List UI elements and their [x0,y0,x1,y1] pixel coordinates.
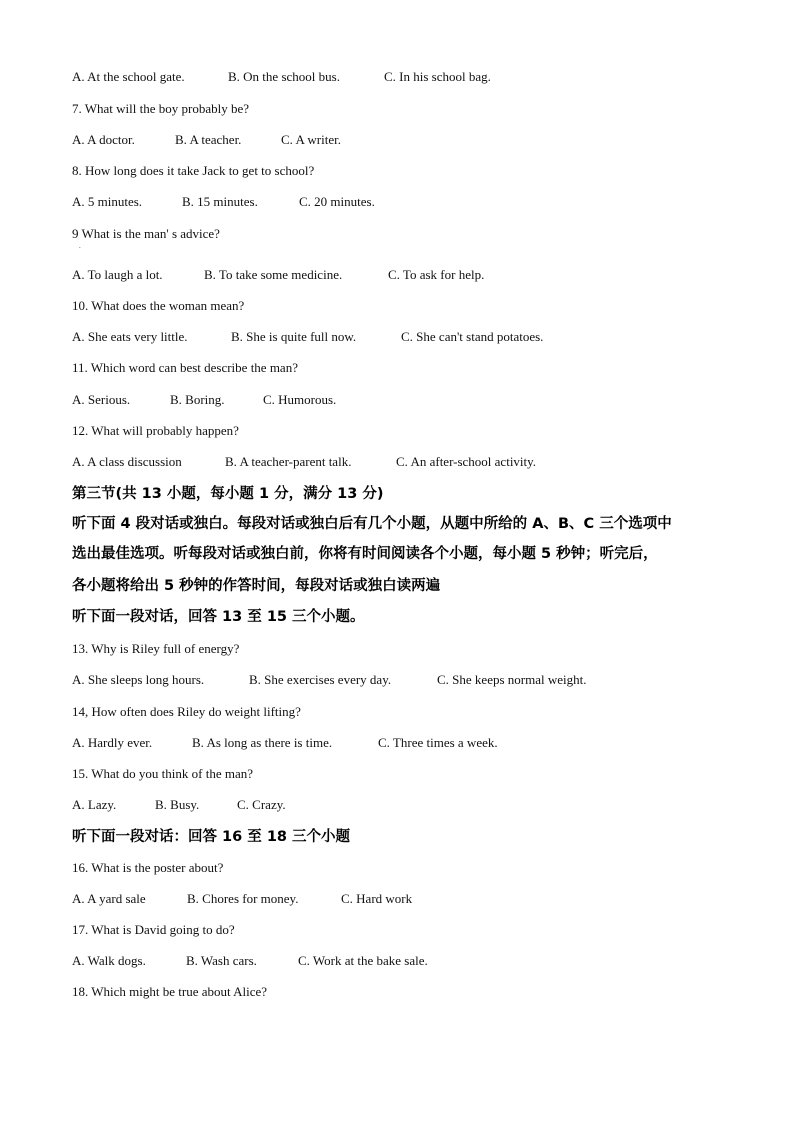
answer-option: A. Serious. [72,392,131,407]
answer-option: B. As long as there is time. [192,735,333,750]
answer-option: A. A yard sale [72,891,146,906]
answer-option: C. Three times a week. [378,735,498,750]
question-text: 8. How long does it take Jack to get to school? [72,163,315,178]
section-heading: 听下面 4 段对话或独白。每段对话或独白后有几个小题，从题中所给的 A、B、C 三个选项中 [72,516,672,532]
section-heading: 听下面一段对话：回答 16 至 18 三个小题 [72,829,351,845]
question-text: 13. Why is Riley full of energy? [72,641,240,656]
answer-option: C. In his school bag. [384,69,491,84]
question-text: 11. Which word can best describe the man? [72,360,298,375]
answer-option: C. An after-school activity. [396,454,537,469]
question-text: 12. What will probably happen? [72,423,239,438]
answer-option: B. She is quite full now. [231,329,357,344]
answer-option: A. A class discussion [72,454,182,469]
answer-option: A. Walk dogs. [72,953,146,968]
answer-option: A. She eats very little. [72,329,188,344]
question-text: 16. What is the poster about? [72,860,224,875]
answer-option: C. She can't stand potatoes. [401,329,544,344]
answer-option: A. 5 minutes. [72,194,143,209]
answer-option: A. To laugh a lot. [72,267,163,282]
question-text: 15. What do you think of the man? [72,766,254,781]
section-heading: 第三节(共 13 小题，每小题 1 分，满分 13 分) [72,486,384,502]
answer-option: B. 15 minutes. [182,194,258,209]
section-heading: 听下面一段对话，回答 13 至 15 三个小题。 [72,609,365,625]
question-text: 17. What is David going to do? [72,922,235,937]
answer-option: C. 20 minutes. [299,194,375,209]
answer-option: C. She keeps normal weight. [437,672,587,687]
answer-option: B. Busy. [155,797,200,812]
answer-option: C. Humorous. [263,392,337,407]
question-text: 10. What does the woman mean? [72,298,245,313]
answer-option: A. A doctor. [72,132,135,147]
answer-option: C. Work at the bake sale. [298,953,428,968]
answer-option: B. To take some medicine. [204,267,343,282]
answer-option: A. Hardly ever. [72,735,153,750]
answer-option: A. Lazy. [72,797,117,812]
answer-option: B. On the school bus. [228,69,340,84]
answer-option: C. To ask for help. [388,267,485,282]
question-text: 9 What is the man' s advice? [72,226,220,241]
answer-option: A. She sleeps long hours. [72,672,205,687]
answer-option: B. She exercises every day. [249,672,392,687]
answer-option: B. A teacher. [175,132,242,147]
answer-option: C. A writer. [281,132,341,147]
question-text: 18. Which might be true about Alice? [72,984,268,999]
section-heading: 选出最佳选项。听每段对话或独白前，你将有时间阅读各个小题，每小题 5 秒钟；听完后， [72,546,658,562]
answer-option: B. A teacher-parent talk. [225,454,352,469]
answer-option: B. Chores for money. [187,891,299,906]
answer-option: B. Boring. [170,392,225,407]
section-heading: 各小题将给出 5 秒钟的作答时间，每段对话或独白读两遍 [72,578,441,594]
answer-option: A. At the school gate. [72,69,185,84]
answer-option: C. Hard work [341,891,413,906]
answer-option: C. Crazy. [237,797,286,812]
stray-dot-mark: . [79,242,81,250]
question-text: 14, How often does Riley do weight lifting? [72,704,301,719]
answer-option: B. Wash cars. [186,953,257,968]
question-text: 7. What will the boy probably be? [72,101,250,116]
